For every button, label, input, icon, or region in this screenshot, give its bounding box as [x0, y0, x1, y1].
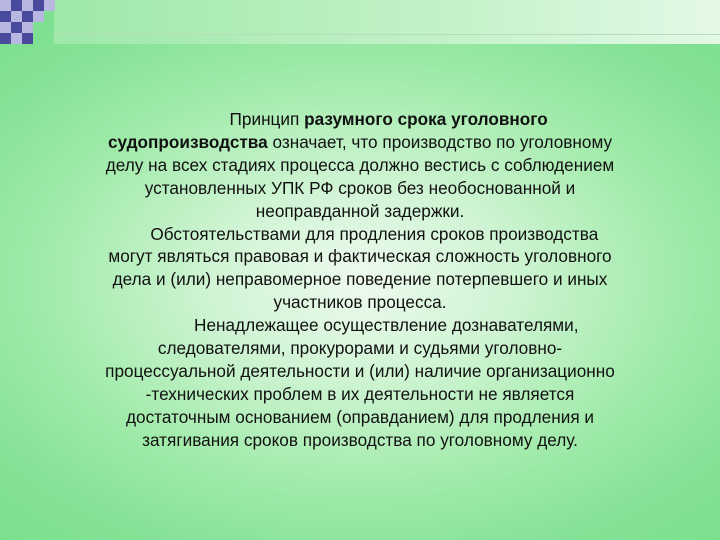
deco-square [11, 33, 22, 44]
deco-square [0, 33, 11, 44]
slide-body [60, 108, 660, 452]
principle-lead: Принцип [172, 109, 305, 129]
squares-pattern-icon [0, 0, 60, 45]
deco-square [22, 33, 33, 44]
deco-square [11, 11, 22, 22]
header-band [54, 0, 720, 44]
header-rule [54, 34, 720, 35]
deco-square [22, 0, 33, 11]
deco-square [11, 0, 22, 11]
deco-square [0, 0, 11, 11]
paragraph-principle [60, 108, 660, 223]
paragraph-improper-grounds: Ненадлежащее осуществление дознавателями, следователями, прокурорами и судьями уголовно- процессуальной деятельности и (или) наличие организационно -технических проблем в их деятельности не является достаточным основанием (оправданием) для продления и затягивания сроков производства по уголовному делу. [105, 315, 615, 450]
deco-square [22, 11, 33, 22]
deco-square [11, 22, 22, 33]
deco-square [33, 11, 44, 22]
principle-definition: означает, что производство по уголовному делу на всех стадиях процесса должно вестись с соблюдением установленных УПК РФ сроков без необоснованной и неоправданной задержки. [105, 131, 615, 221]
deco-square [33, 0, 44, 11]
paragraph-extension-grounds: Обстоятельствами для продления сроков производства могут являться правовая и фактическая сложность уголовного дела и (или) неправомерное поведение потерпевшего и иных участников процесса. [108, 223, 612, 313]
deco-square [0, 11, 11, 22]
deco-square [22, 22, 33, 33]
deco-square [44, 0, 55, 11]
principle-term-line2: судопроизводства [107, 131, 268, 152]
deco-square [0, 22, 11, 33]
principle-term-line1: разумного срока уголовного [304, 109, 548, 129]
